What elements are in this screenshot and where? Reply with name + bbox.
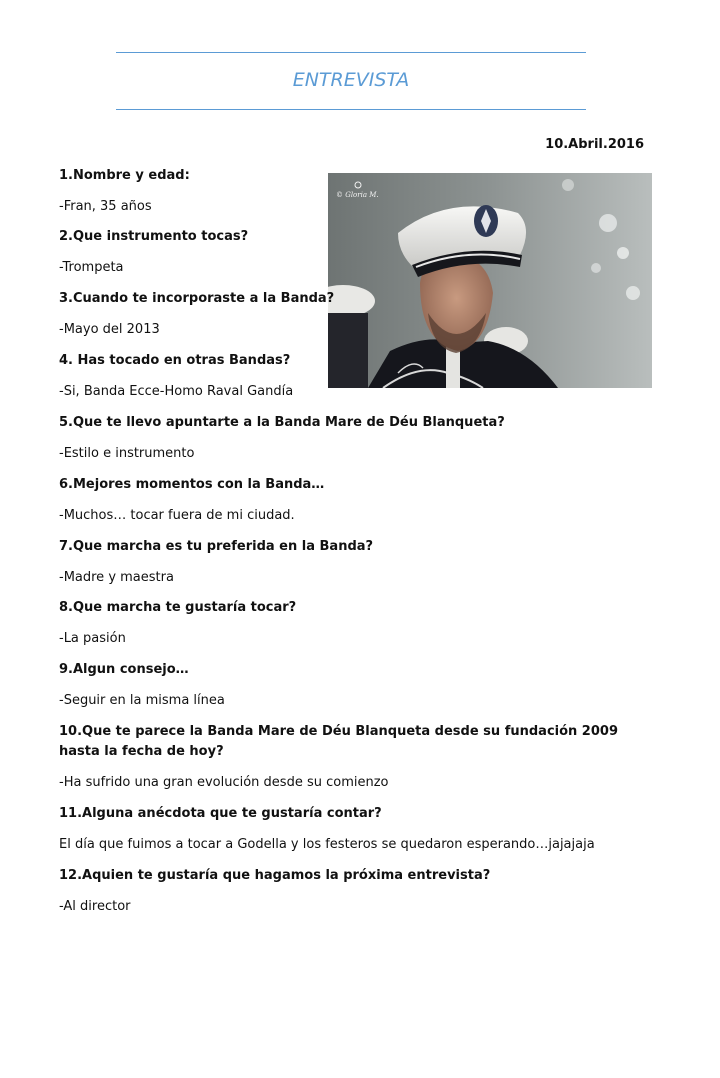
question-8: 8.Que marcha te gustaría tocar? bbox=[59, 600, 297, 615]
answer-11: El día que fuimos a tocar a Godella y los festeros se quedaron esperando…jajajaja bbox=[59, 837, 595, 852]
answer-4: -Si, Banda Ecce-Homo Raval Gandía bbox=[59, 384, 294, 399]
question-5: 5.Que te llevo apuntarte a la Banda Mare de Déu Blanqueta? bbox=[59, 415, 505, 430]
answer-10: -Ha sufrido una gran evolución desde su comienzo bbox=[59, 775, 389, 790]
question-1: 1.Nombre y edad: bbox=[59, 168, 190, 183]
answer-6: -Muchos… tocar fuera de mi ciudad. bbox=[59, 508, 295, 523]
answer-1: -Fran, 35 años bbox=[59, 199, 152, 214]
answer-3: -Mayo del 2013 bbox=[59, 322, 160, 337]
question-6: 6.Mejores momentos con la Banda… bbox=[59, 477, 325, 492]
photo-watermark: © Gloria M. bbox=[336, 191, 379, 199]
question-7: 7.Que marcha es tu preferida en la Banda? bbox=[59, 539, 374, 554]
question-9: 9.Algun consejo… bbox=[59, 662, 189, 677]
answer-9: -Seguir en la misma línea bbox=[59, 693, 225, 708]
question-11: 11.Alguna anécdota que te gustaría contar? bbox=[59, 806, 382, 821]
question-10: 10.Que te parece la Banda Mare de Déu Blanqueta desde su fundación 2009 hasta la fecha de hoy? bbox=[59, 724, 618, 759]
page-title: ENTREVISTA bbox=[292, 69, 410, 91]
answer-2: -Trompeta bbox=[59, 260, 124, 275]
question-2: 2.Que instrumento tocas? bbox=[59, 229, 249, 244]
title-bottom-rule bbox=[116, 109, 586, 110]
answer-8: -La pasión bbox=[59, 631, 126, 646]
interview-date: 10.Abril.2016 bbox=[545, 137, 644, 152]
question-12: 12.Aquien te gustaría que hagamos la próxima entrevista? bbox=[59, 868, 491, 883]
answer-7: -Madre y maestra bbox=[59, 570, 174, 585]
answer-12: -Al director bbox=[59, 899, 131, 914]
question-4: 4. Has tocado en otras Bandas? bbox=[59, 353, 291, 368]
answer-5: -Estilo e instrumento bbox=[59, 446, 195, 461]
title-top-rule bbox=[116, 52, 586, 53]
question-3: 3.Cuando te incorporaste a la Banda? bbox=[59, 291, 335, 306]
